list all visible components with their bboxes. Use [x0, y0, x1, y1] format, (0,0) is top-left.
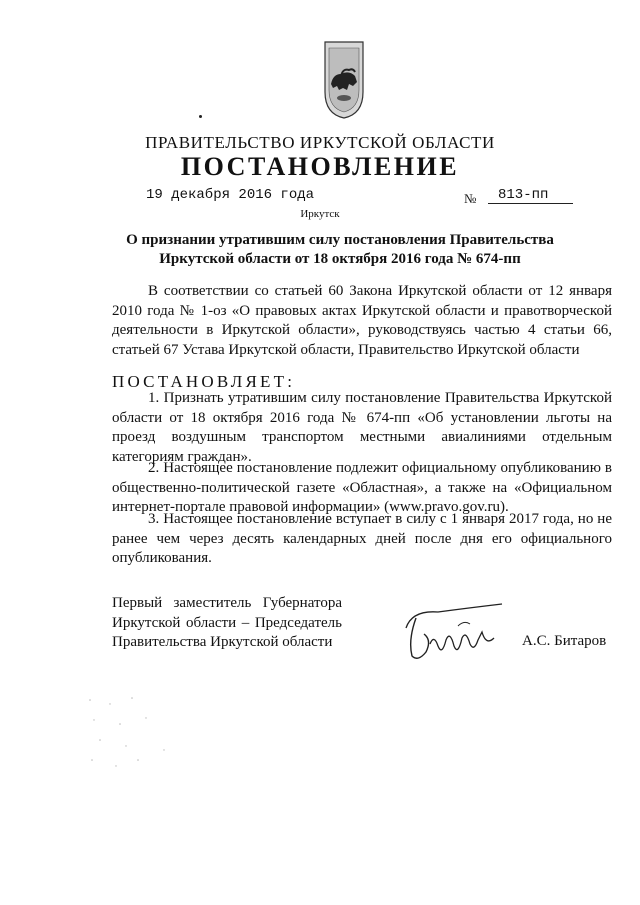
document-type-title: ПОСТАНОВЛЕНИЕ	[180, 152, 460, 181]
signatory-title-line-1: Первый заместитель Губернатора	[112, 595, 342, 611]
stray-dot	[199, 115, 202, 118]
document-date: 19 декабря 2016 года	[146, 187, 315, 203]
item-2-paragraph: 2. Настоящее постановление подлежит официальному опубликованию в общественно-политической газете «Областная», а также на «Официальном интернет-портале правовой информации» (www.pravo.gov.ru).	[112, 460, 612, 516]
coat-of-arms-emblem	[319, 38, 369, 120]
document-heading	[110, 231, 570, 269]
number-sign: №	[464, 191, 477, 206]
decrees-word: ПОСТАНОВЛЯЕТ:	[112, 372, 296, 391]
intro-paragraph: В соответствии со статьей 60 Закона Иркутской области от 12 января 2010 года № 1-оз «О правовых актах Иркутской области и правотворческой деятельности в Иркутской области», руководствуясь частью 4 статьи 66, статьей 67 Устава Иркутской области, Правительство Иркутской области	[112, 283, 612, 358]
scan-noise-marks	[80, 690, 200, 780]
government-name: ПРАВИТЕЛЬСТВО ИРКУТСКОЙ ОБЛАСТИ	[145, 133, 495, 152]
city-name: Иркутск	[300, 208, 340, 220]
document-number: 813-пп	[488, 187, 573, 204]
handwritten-signature	[398, 600, 510, 665]
signatory-title-line-3: Правительства Иркутской области	[112, 634, 333, 650]
heading-line-1: О признании утратившим силу постановления Правительства	[126, 232, 554, 248]
heading-line-2: Иркутской области от 18 октября 2016 года № 674-пп	[159, 251, 521, 267]
item-1-paragraph: 1. Признать утратившим силу постановление Правительства Иркутской области от 18 октября 2016 года № 674-пп «Об установлении льготы на проезд воздушным транспортом местными авиалиниями отдельным категориям граждан».	[112, 390, 612, 465]
signatory-name: А.С. Битаров	[522, 633, 607, 649]
signatory-title-line-2: Иркутской области – Председатель	[112, 615, 342, 631]
item-3-paragraph: 3. Настоящее постановление вступает в силу с 1 января 2017 года, но не ранее чем через десять календарных дней после дня его официального опубликования.	[112, 511, 612, 567]
